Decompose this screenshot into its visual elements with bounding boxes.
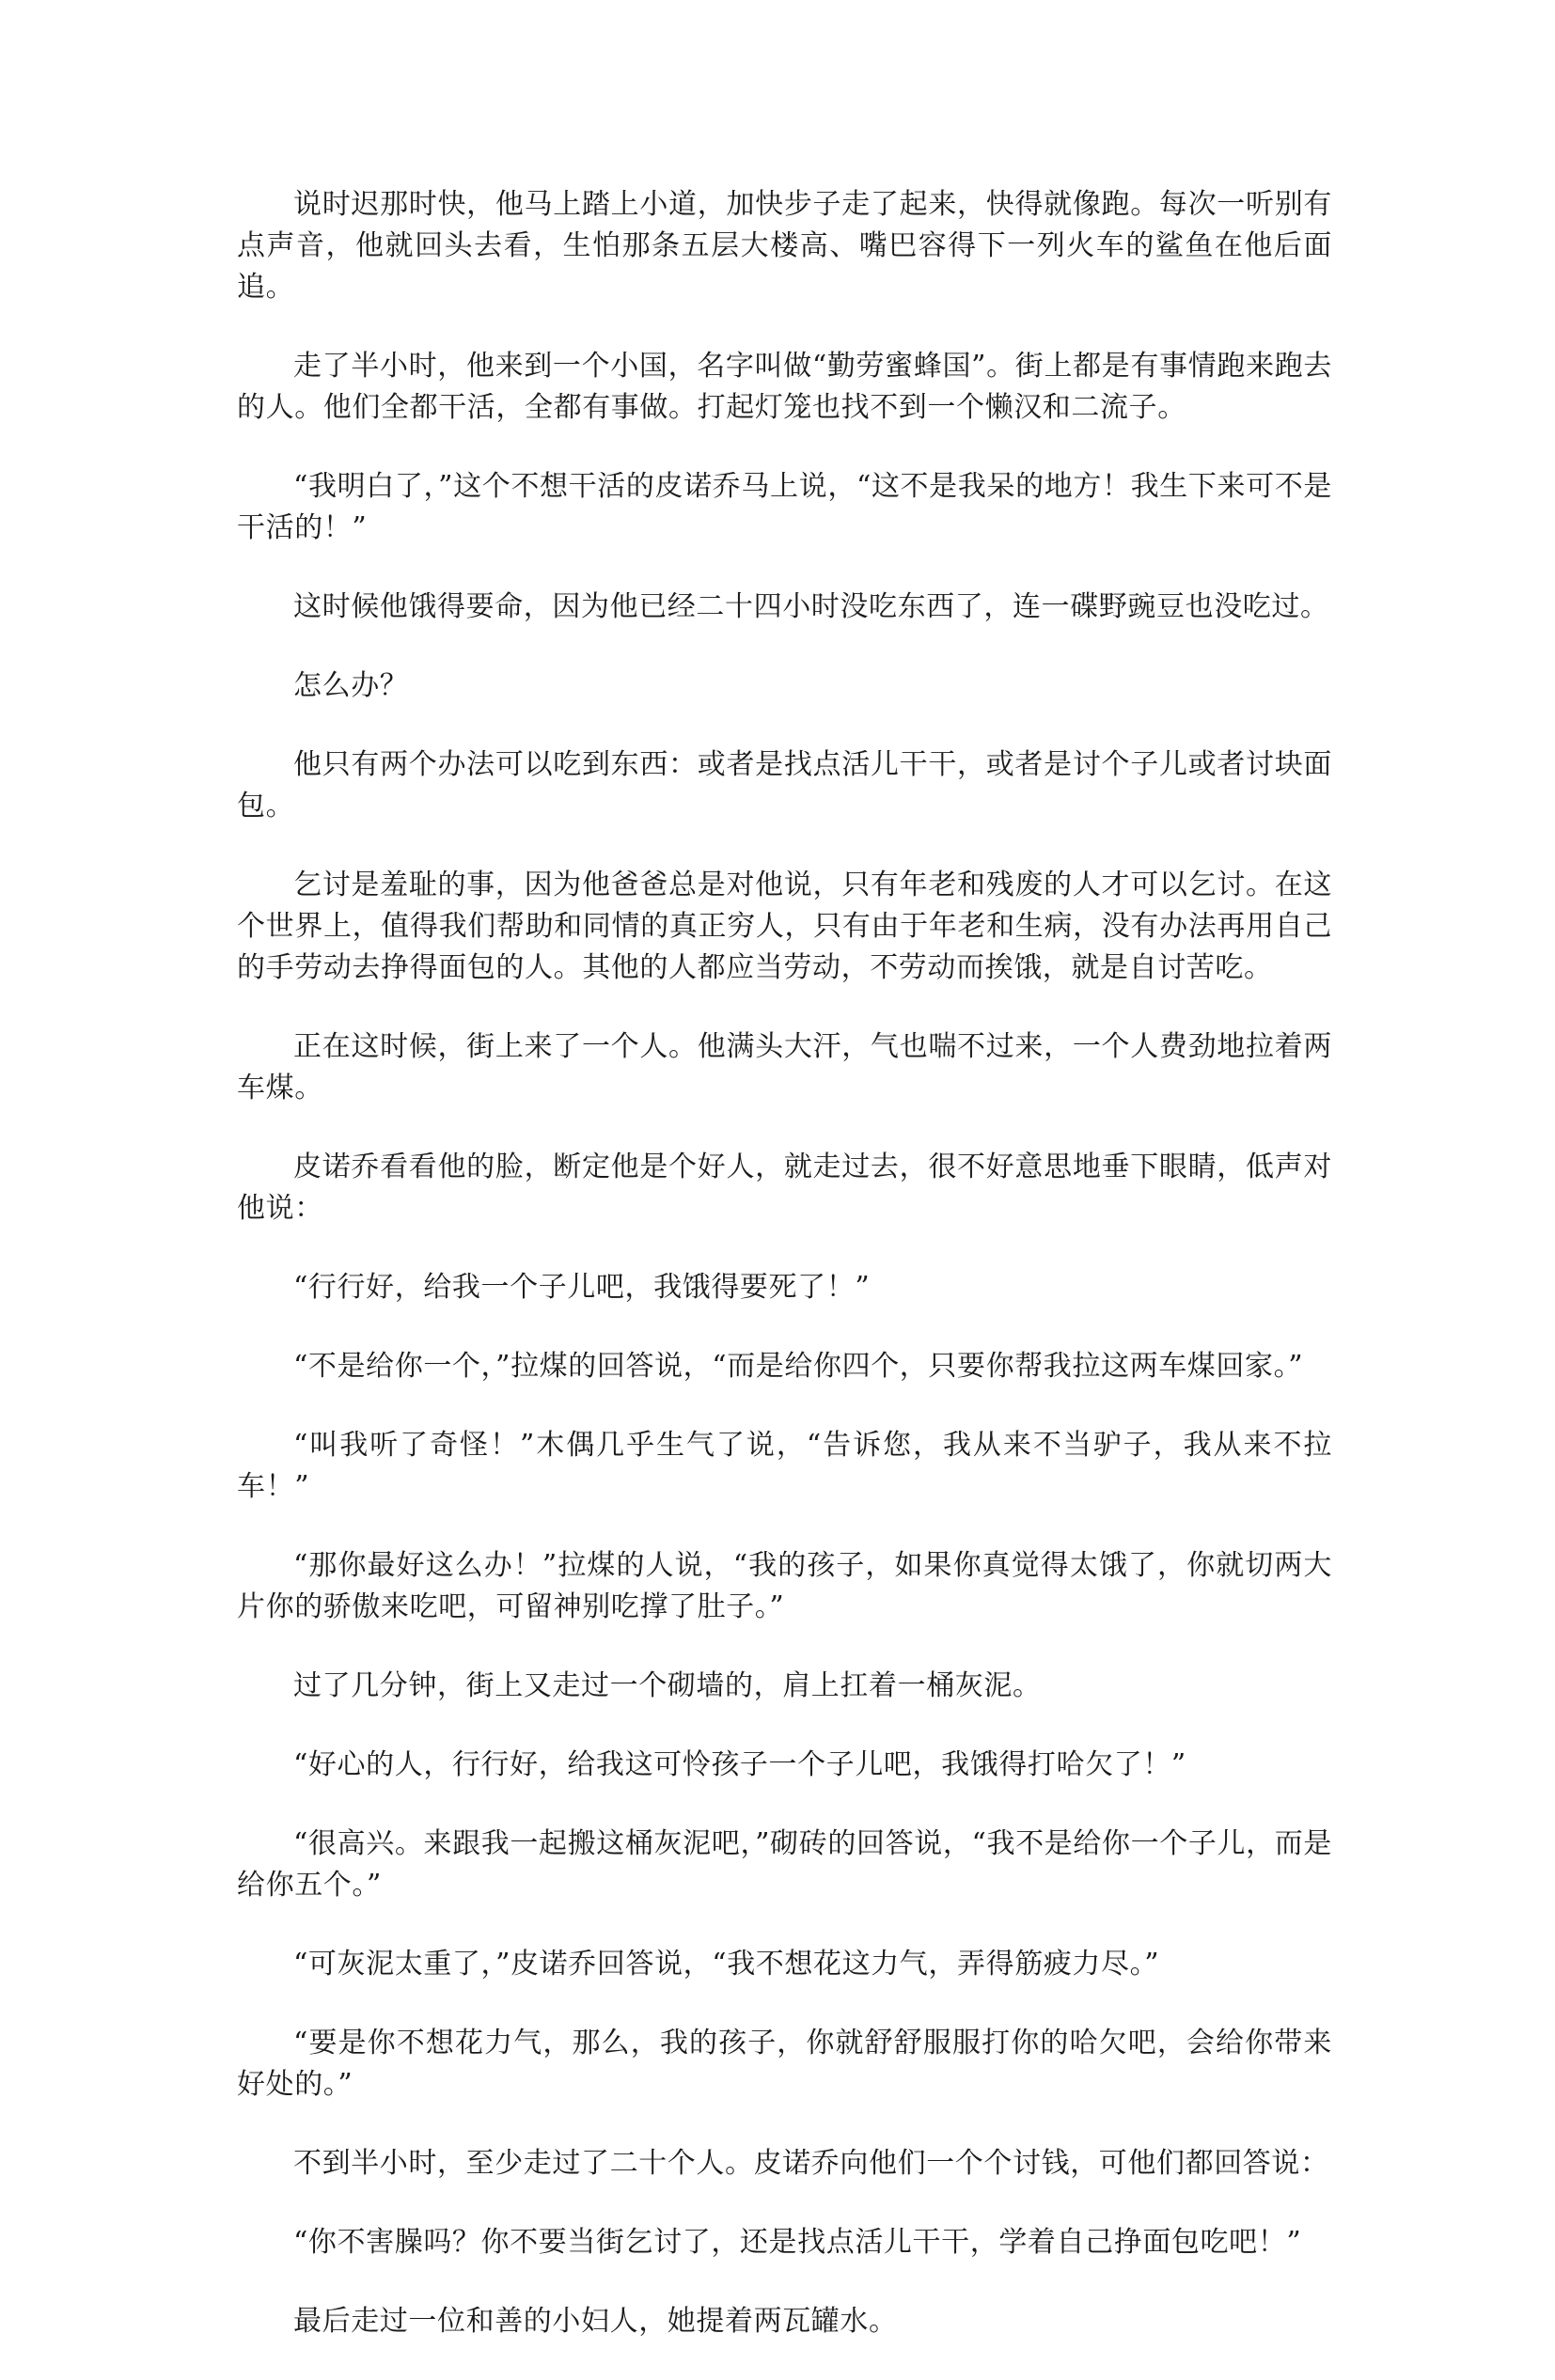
paragraph: 他只有两个办法可以吃到东西：或者是找点活儿干干，或者是讨个子儿或者讨块面包。 [237,748,1332,822]
paragraph: “叫我听了奇怪！”木偶几乎生气了说，“告诉您，我从来不当驴子，我从来不拉车！” [237,1429,1332,1503]
paragraph: 最后走过一位和善的小妇人，她提着两瓦罐水。 [293,2305,898,2338]
paragraph: 皮诺乔看看他的脸，断定他是个好人，就走过去，很不好意思地垂下眼睛，低声对他说： [237,1151,1332,1225]
paragraph: 不到半小时，至少走过了二十个人。皮诺乔向他们一个个讨钱，可他们都回答说： [293,2147,1329,2180]
paragraph: 走了半小时，他来到一个小国，名字叫做“勤劳蜜蜂国”。街上都是有事情跑来跑去的人。他们全都干活，全都有事做。打起灯笼也找不到一个懒汉和二流子。 [237,350,1332,424]
paragraph: “你不害臊吗？你不要当街乞讨了，还是找点活儿干干，学着自己挣面包吃吧！” [293,2226,1302,2259]
body-text [237,184,1332,2380]
paragraph: 说时迟那时快，他马上踏上小道，加快步子走了起来，快得就像跑。每次一听别有点声音，他就回头去看，生怕那条五层大楼高、嘴巴容得下一列火车的鲨鱼在他后面追。 [237,188,1332,304]
paragraph: “那你最好这么办！”拉煤的人说，“我的孩子，如果你真觉得太饿了，你就切两大片你的骄傲来吃吧，可留神别吃撑了肚子。” [237,1549,1332,1623]
paragraph: “很高兴。来跟我一起搬这桶灰泥吧，”砌砖的回答说，“我不是给你一个子儿，而是给你五个。” [237,1827,1332,1902]
paragraph: “不是给你一个，”拉煤的回答说，“而是给你四个，只要你帮我拉这两车煤回家。” [293,1350,1304,1383]
paragraph: “要是你不想花力气，那么，我的孩子，你就舒舒服服打你的哈欠吧，会给你带来好处的。” [237,2027,1332,2101]
paragraph: “好心的人，行行好，给我这可怜孩子一个子儿吧，我饿得打哈欠了！” [293,1748,1186,1781]
paragraph: “行行好，给我一个子儿吧，我饿得要死了！” [293,1271,871,1304]
paragraph: 过了几分钟，街上又走过一个砌墙的，肩上扛着一桶灰泥。 [293,1669,1042,1702]
paragraph: 正在这时候，街上来了一个人。他满头大汗，气也喘不过来，一个人费劲地拉着两车煤。 [237,1030,1332,1104]
paragraph: “可灰泥太重了，”皮诺乔回答说，“我不想花这力气，弄得筋疲力尽。” [293,1948,1160,1981]
paragraph: 乞讨是羞耻的事，因为他爸爸总是对他说，只有年老和残废的人才可以乞讨。在这个世界上，值得我们帮助和同情的真正穷人，只有由于年老和生病，没有办法再用自己的手劳动去挣得面包的人。其他的人都应当劳动，不劳动而挨饿，就是自讨苦吃。 [237,869,1332,984]
paragraph: 怎么办？ [293,669,409,702]
paragraph: 这时候他饿得要命，因为他已经二十四小时没吃东西了，连一碟野豌豆也没吃过。 [293,590,1329,623]
paragraph: “我明白了，”这个不想干活的皮诺乔马上说，“这不是我呆的地方！我生下来可不是干活的！” [237,470,1332,544]
